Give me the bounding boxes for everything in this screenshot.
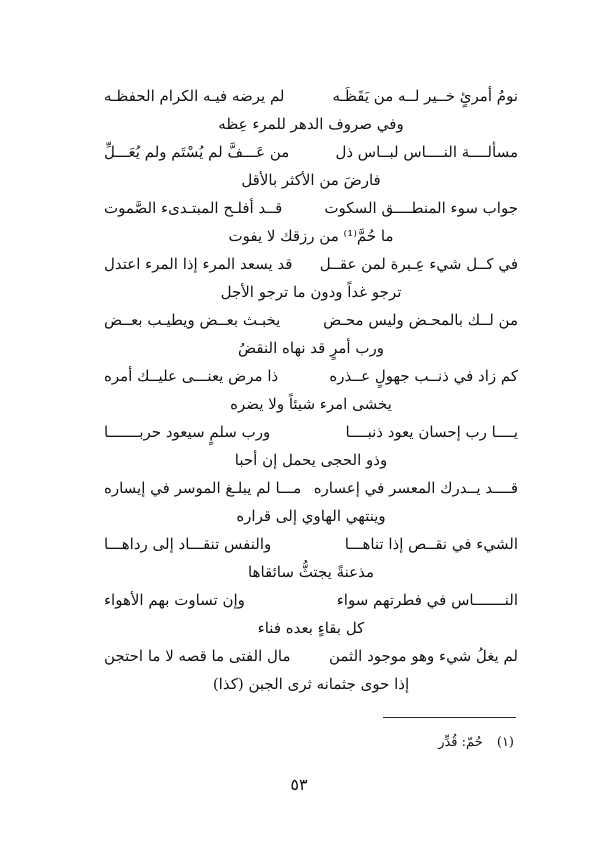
verse-continuation: وفي صروف الدهر للمرء عِظه <box>218 115 404 133</box>
verse-continuation: يخشى امرء شيئاً ولا يضره <box>230 395 392 413</box>
hemistich-left: وإن تساوت بهم الأهواء <box>104 591 245 609</box>
verse-line <box>104 82 518 110</box>
verse-line <box>104 194 518 222</box>
poem-verses <box>104 82 518 698</box>
hemistich-left: والنفس تنقـــاد إلى رداهـــا <box>104 535 272 553</box>
verse <box>104 306 518 362</box>
hemistich-left: قد يسعد المرء إذا المرء اعتدل <box>104 255 293 273</box>
hemistich-left: ذا مرض يعنـــى عليــك أمره <box>104 367 279 385</box>
verse-line <box>104 362 518 390</box>
verse-line <box>104 250 518 278</box>
hemistich-right: نومُ أمرئٍ خــير لــه من يَقَظَـه <box>332 87 518 105</box>
hemistich-left: يخبـث بعــض ويطيـب بعــض <box>104 311 281 329</box>
verse-continuation: مذعنةً يجتثُّ سائقاها <box>247 563 375 581</box>
verse <box>104 138 518 194</box>
verse-continuation: فارضَ من الأكثر بالأقل <box>241 171 381 189</box>
verse-continuation: ما حُمَّ⁽¹⁾ من رزقك لا يفوت <box>228 227 394 245</box>
verse <box>104 474 518 530</box>
verse-line <box>104 306 518 334</box>
page-number: ٥٣ <box>290 775 308 794</box>
hemistich-left: لم يرضه فيـه الكرام الحفظـه <box>104 87 285 105</box>
hemistich-right: من لــك بالمحـض وليس محـض <box>323 311 518 329</box>
hemistich-right: مسألــــة النــــاس لبــاس ذل <box>335 143 518 161</box>
verse <box>104 418 518 474</box>
verse-line <box>104 642 518 670</box>
verse-continuation: ورب أمرٍ قد نهاه النقضُ <box>238 339 384 357</box>
hemistich-right: كم زاد في ذنــب جهولٍ عــذره <box>329 367 518 385</box>
hemistich-right: الشيء في نقــص إذا تناهـــا <box>344 535 518 553</box>
hemistich-right: في كــل شيء عِـبرة لمن عقــل <box>319 255 518 273</box>
verse-continuation: إذا حوى جثمانه ثرى الجبن (كذا) <box>212 675 410 693</box>
footnote <box>438 735 514 750</box>
hemistich-left: مـــا لم يبلـغ الموسر في إيساره <box>104 479 302 497</box>
verse-line <box>104 418 518 446</box>
footnote-divider <box>383 717 516 718</box>
footnote-text: حُمّ: قُدِّر <box>438 735 483 750</box>
hemistich-left: مال الفتى ما قصه لا ما احتجن <box>104 647 291 665</box>
verse-continuation: كل بقاءٍ بعده فناء <box>257 619 365 637</box>
hemistich-left: قــد أفلـح المبتـدىء الصَّموت <box>104 199 283 217</box>
hemistich-right: جواب سوء المنطــــق السكوت <box>324 199 518 217</box>
hemistich-right: النـــــــاس في فطرتهم سواء <box>336 591 518 609</box>
verse <box>104 194 518 250</box>
verse <box>104 362 518 418</box>
verse-line <box>104 530 518 558</box>
footnote-number: (١) <box>496 735 514 750</box>
hemistich-right: يــــا رب إحسان يعود ذنبــــا <box>345 423 518 441</box>
verse <box>104 250 518 306</box>
hemistich-left: ورب سلمٍ سيعود حربـــــــا <box>104 423 271 441</box>
hemistich-right: لم يغلُ شيء وهو موجود الثمن <box>328 647 518 665</box>
verse-continuation: وينتهي الهاوي إلى قراره <box>236 507 386 525</box>
hemistich-left: من عَـــفَّ لم يُسْتَم ولم يُعَـــلِّ <box>104 143 290 161</box>
verse <box>104 82 518 138</box>
verse <box>104 530 518 586</box>
verse-line <box>104 474 518 502</box>
verse-line <box>104 138 518 166</box>
verse <box>104 586 518 642</box>
verse-line <box>104 586 518 614</box>
hemistich-right: قــــد يــدرك المعسر في إعساره <box>313 479 518 497</box>
verse-continuation: وذو الحجى يحمل إن أحبا <box>234 451 388 469</box>
verse-continuation: ترجو غداً ودون ما ترجو الأجل <box>220 283 402 301</box>
verse <box>104 642 518 698</box>
